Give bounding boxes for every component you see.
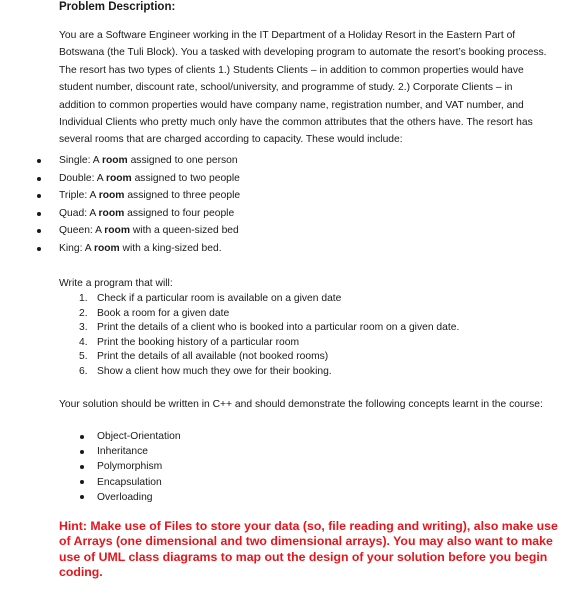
concept-item: [0, 444, 181, 459]
room-type-item: [0, 205, 240, 223]
task-number: 3.: [79, 322, 88, 334]
room-type-desc: assigned to one person: [127, 155, 238, 166]
concept-item: [0, 429, 181, 444]
room-type-desc: assigned to two people: [131, 172, 240, 184]
room-type-item: [0, 152, 240, 170]
concept-label: Object-Orientation: [97, 431, 181, 442]
bullet-icon: [80, 465, 84, 469]
concept-label: Inheritance: [97, 446, 148, 458]
room-type-item: [0, 170, 240, 188]
bullet-icon: [80, 480, 84, 484]
room-type-prefix: : A: [84, 190, 99, 202]
task-text: Book a room for a given date: [97, 307, 230, 319]
room-type-list: [0, 152, 240, 258]
task-number: 2.: [79, 307, 88, 319]
task-number: 6.: [79, 365, 88, 377]
task-text: Print the details of a client who is booked into a particular room on a given date.: [97, 322, 460, 334]
room-type-name: Single: [59, 155, 88, 166]
bullet-icon: [80, 435, 84, 439]
room-type-name: Quad: [59, 207, 85, 219]
bullet-icon: [80, 450, 84, 454]
bullet-icon: [37, 247, 41, 251]
task-number: 5.: [79, 351, 88, 363]
task-item: [0, 307, 459, 322]
task-list: [0, 292, 459, 380]
bullet-icon: [37, 177, 41, 181]
task-item: [0, 292, 459, 307]
bullet-icon: [37, 229, 41, 233]
room-word: room: [101, 155, 128, 166]
task-intro: Write a program that will:: [59, 278, 173, 289]
bullet-icon: [80, 495, 84, 499]
task-text: Show a client how much they owe for their booking.: [97, 365, 332, 377]
room-type-prefix: : A: [91, 172, 106, 184]
room-type-name: King: [59, 242, 80, 254]
bullet-icon: [37, 159, 41, 163]
intro-paragraph: You are a Software Engineer working in the IT Department of a Holiday Resort in the Eastern Part of Botswana (the Tuli Block). You a tasked with developing program to automate the resort’s booking process. The resort has two types of clients 1.) Students Clients – in addition to common properties would have student number, discount rate, school/university, and programme of study. 2.) Corporate Clients – in addition to common properties would have company name, registration number, and VAT number, and Individual Clients who pretty much only have the common attributes that the others have. The resort has several rooms that are charged according to capacity. These would include:: [59, 30, 547, 146]
bullet-icon: [37, 212, 41, 216]
concept-item: [0, 490, 181, 505]
room-type-name: Double: [59, 172, 92, 184]
room-type-desc: with a king-sized bed.: [119, 242, 222, 254]
room-type-desc: with a queen-sized bed: [130, 225, 239, 237]
room-type-item: [0, 240, 240, 258]
task-item: [0, 365, 459, 380]
concept-label: Overloading: [97, 491, 153, 503]
room-type-prefix: : A: [89, 225, 105, 237]
task-number: 4.: [79, 336, 88, 348]
task-text: Check if a particular room is available on a given date: [97, 293, 342, 304]
room-type-name: Triple: [59, 190, 85, 202]
task-item: [0, 321, 459, 336]
solution-paragraph: Your solution should be written in C++ and should demonstrate the following concepts learnt in the course:: [59, 399, 543, 410]
room-type-item: [0, 222, 240, 240]
bullet-icon: [37, 194, 41, 198]
room-type-desc: assigned to three people: [124, 190, 241, 202]
section-heading: Problem Description:: [59, 1, 176, 13]
hint-text: Hint: Make use of Files to store your data (so, file reading and writing), also make use of Arrays (one dimensional and two dimensional arrays). You may also want to make use of UML class diagrams to map out the design of your solution before you begin coding.: [59, 519, 558, 580]
task-text: Print the details of all available (not booked rooms): [97, 351, 329, 363]
room-word: room: [105, 172, 132, 184]
room-type-item: [0, 187, 240, 205]
concept-item: [0, 475, 181, 490]
room-type-name: Queen: [59, 225, 90, 237]
concept-label: Encapsulation: [97, 476, 162, 488]
concept-list: [0, 429, 181, 505]
task-number: 1.: [79, 293, 88, 304]
room-type-prefix: : A: [84, 207, 99, 219]
task-item: [0, 336, 459, 351]
concept-label: Polymorphism: [97, 461, 163, 473]
room-type-desc: assigned to four people: [124, 207, 235, 219]
task-text: Print the booking history of a particular room: [97, 336, 300, 348]
room-word: room: [98, 190, 125, 202]
task-item: [0, 350, 459, 365]
room-word: room: [104, 225, 130, 237]
room-type-prefix: : A: [87, 155, 102, 166]
concept-item: [0, 459, 181, 474]
room-type-prefix: : A: [79, 242, 94, 254]
room-word: room: [93, 242, 120, 254]
room-word: room: [98, 207, 125, 219]
